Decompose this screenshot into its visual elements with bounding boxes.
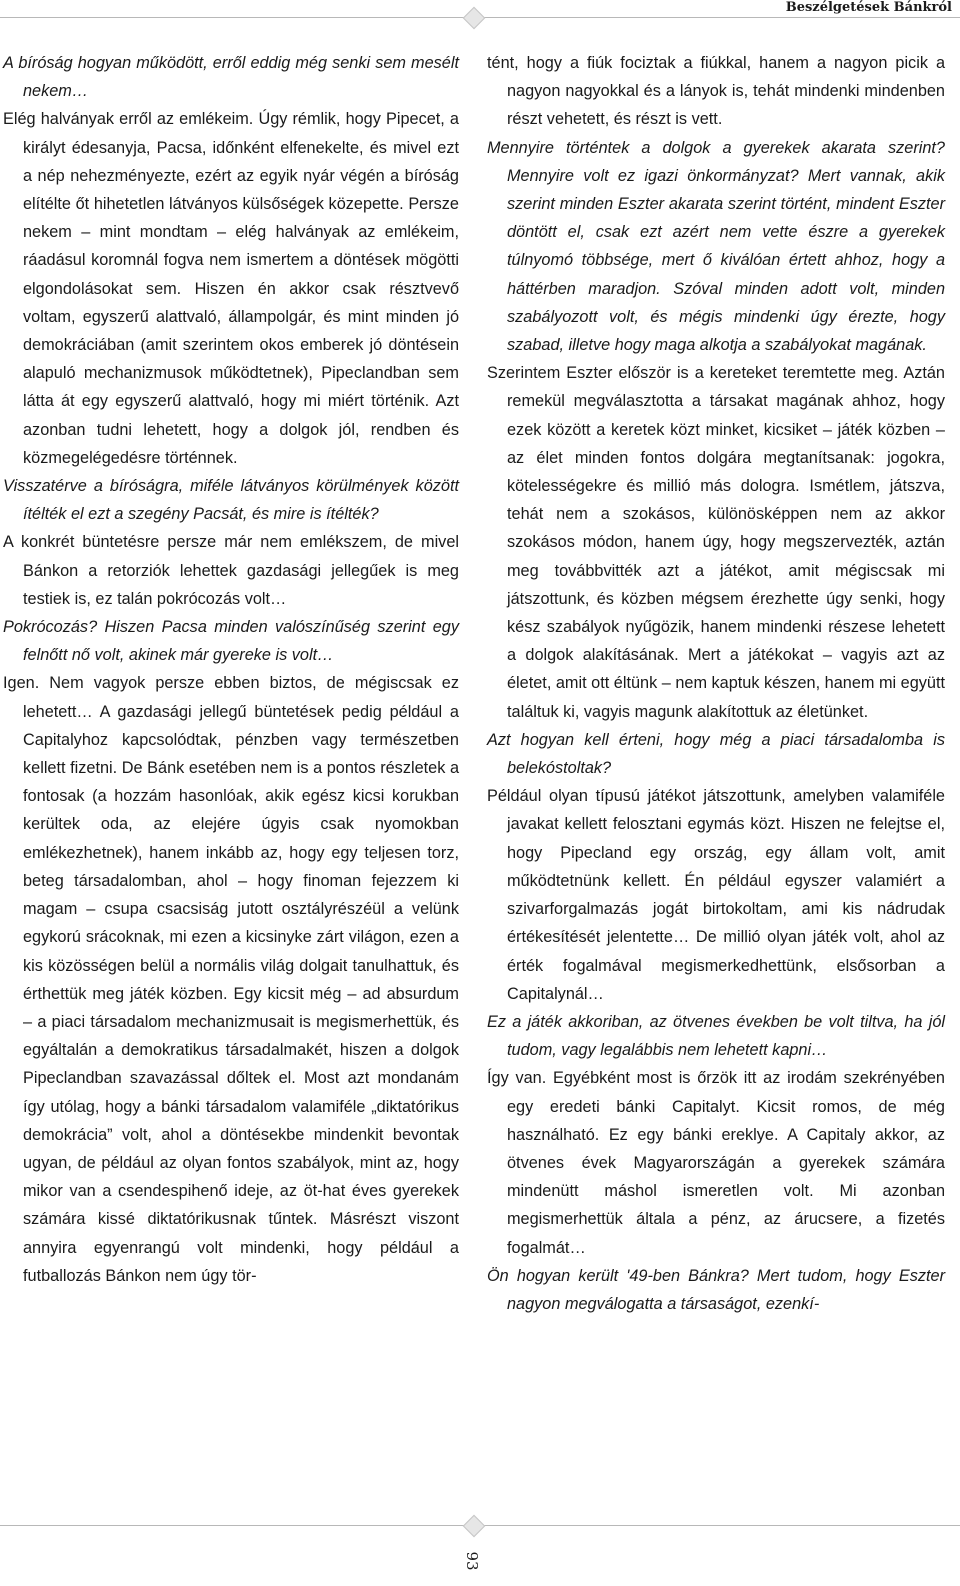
interview-answer: Szerintem Eszter először is a kereteket teremtette meg. Aztán remekül megválasztotta a társakat magának ahhoz, hogy ezek között a keretek közt minket, kicsiket – játék közben – az élet minden fontos dolgára megtanítsanak: jogokra, kötelességekre és millió más dologra. Ismétlem, játszva, tehát nem a szokásos, különösképpen nem az akkor szokásos módon, hanem úgy, hogy megszervezték, aztán meg továbbvitték azt a játékot, amit mégiscsak mi játszottunk, és közben mégsem érezhette úgy senki, hogy kész szabályok nyűgözik, hanem mindenki részese lehetett a dolgok alakításának. Mert a játékokat – vagyis azt az életet, amit ott éltünk – nem kaptuk készen, hanem mi együtt találtuk ki, vagyis magunk alakítottuk az életünket.: [487, 364, 946, 721]
interview-question: Visszatérve a bíróságra, miféle látványos körülmények között ítélték el ezt a szegény Pacsát, és mire is ítélték?: [3, 477, 459, 524]
interview-question: Ön hogyan került '49-ben Bánkra? Mert tudom, hogy Eszter nagyon megválogatta a társaságot, ezenkí-: [487, 1266, 945, 1313]
header-diamond-ornament: [463, 7, 486, 30]
interview-question: Azt hogyan kell érteni, hogy még a piaci társadalomba is belekóstoltak?: [487, 730, 945, 778]
page-number: 93: [463, 1551, 481, 1571]
interview-answer: Így van. Egyébként most is őrzök itt az irodám szekrényében egy eredeti bánki Capitalyt. Kicsit romos, de még használható. Ez egy bánki ereklye. A Capitaly akkor, az ötvenes évek Magyarországán a gyerekek számára mindenütt máshol ismeretlen volt. Mi azonban megismerhettük általa a pénz, az árucsere, a fizetés fogalmát…: [487, 1069, 945, 1257]
running-head: Beszélgetések Bánkról: [780, 0, 952, 15]
interview-question: Mennyire történtek a dolgok a gyerekek akarata szerint? Mennyire volt ez igazi önkormányzat? Mert vannak, akik szerint minden Eszter akarata szerint történt, mindent Eszter döntött el, csak ezt azért nem vette észre a gyerekek túlnyomó többsége, mert ő kiválóan értett ahhoz, hogy a háttérben maradjon. Szóval minden adott volt, minden szabályozott volt, és mégis mindenki úgy érezte, hogy szabad, illetve hogy maga alkotja a szabályokat magának.: [487, 138, 945, 355]
interview-answer: Elég halványak erről az emlékeim. Úgy rémlik, hogy Pipecet, a királyt édesanyja, Pacsa, időnként elfenekelte, és mivel ezt a nép nehezményezte, ezért az egyik nyár végén a bíróság elítélte őt hihetetlen látványos külsőségek közepette. Persze nekem – mint mondtam – elég halványak az emlékeim, ráadásul koromnál fogva nem ismertem a döntések mögötti elgondolásokat sem. Hiszen én akkor csak résztvevő voltam, egyszerű alattvaló, állampolgár, és mint minden jó demokráciában (amit szerintem okos emberek jó döntésein alapuló mechanizmusok működtetnek), Pipeclandban sem látta át egy egyszerű alattvaló, hogy mi miért történik. Azt azonban tudni lehetett, hogy a dolgok jól, rendben és közmegelégedésre történnek.: [3, 110, 459, 467]
interview-answer: Például olyan típusú játékot játszottunk, amelyben valamiféle javakat kellett felosztani egymás közt. Hiszen ne felejtse el, hogy Pipecland egy ország, egy állam volt, amit működtetnünk kellett. Én például egyszer valamiért a szivarforgalmazás jogát birtokoltam, ami kis nádrudak értékesítését jelentette… De millió olyan játék volt, ahol az érték fogalmával megismerkedhettünk, elsősorban a Capitalynál…: [487, 787, 945, 1003]
interview-question: A bíróság hogyan működött, erről eddig még senki sem mesélt nekem…: [3, 54, 459, 101]
interview-question: Ez a játék akkoriban, az ötvenes években be volt tiltva, ha jól tudom, vagy legalábbis nem lehetett kapni…: [487, 1012, 945, 1060]
footer-diamond-ornament: [463, 1515, 486, 1538]
interview-question: Pokrócozás? Hiszen Pacsa minden valószínűség szerint egy felnőtt nő volt, akinek már gyereke is volt…: [3, 618, 459, 665]
interview-answer: tént, hogy a fiúk fociztak a fiúkkal, hanem a nagyon picik a nagyon nagyokkal és a lányok is, tehát mindenki mindenben részt vehetett, és részt is vett.: [487, 54, 945, 129]
right-column: [487, 49, 945, 1318]
interview-answer: A konkrét büntetésre persze már nem emlékszem, de mivel Bánkon a retorziók lehettek gazdasági jellegűek is meg testiek is, ez talán pokrócozás volt…: [3, 533, 459, 608]
interview-answer: Igen. Nem vagyok persze ebben biztos, de mégiscsak ez lehetett… A gazdasági jellegű büntetések pedig például a Capitalyhoz kapcsolódtak, pénzben vagy természetben kellett fizetni. De Bánk esetében nem is a pontos részletek a fontosak (a hozzám hasonlóak, akik egész kicsi korukban kerültek oda, az elejére úgyis csak nyomokban emlékezhetnek), hanem inkább az, hogy egy teljesen torz, beteg társadalomban, ahol – hogy finoman fejezzem ki magam – csupa csacsiság jutott osztályrészéül a velünk egykorú srácoknak, mi ezen a kicsinyke zárt világon, ezen a kis közösségen belül a normális világ dolgait tanulhattuk, és érthettük meg játék közben. Egy kicsit még – ad absurdum – a piaci társadalom mechanizmusait is megismerhettük, és egyáltalán a demokratikus társadalmakét, hiszen a dolgok Pipeclandban szavazással dőltek el. Most azt mondanám így utólag, hogy a bánki társadalom valamiféle „diktatórikus demokrácia” volt, ahol a döntésekbe mindenkit bevontak ugyan, de például az olyan fontos szabályok, mint az, hogy mikor van a csendespihenő ideje, az öt-hat éves gyerekek számára kissé diktatórikusnak tűntek. Másrészt viszont annyira egyenrangú volt mindenki, hogy például a futballozás Bánkon nem úgy tör-: [3, 674, 459, 1285]
left-column: [3, 49, 459, 1290]
